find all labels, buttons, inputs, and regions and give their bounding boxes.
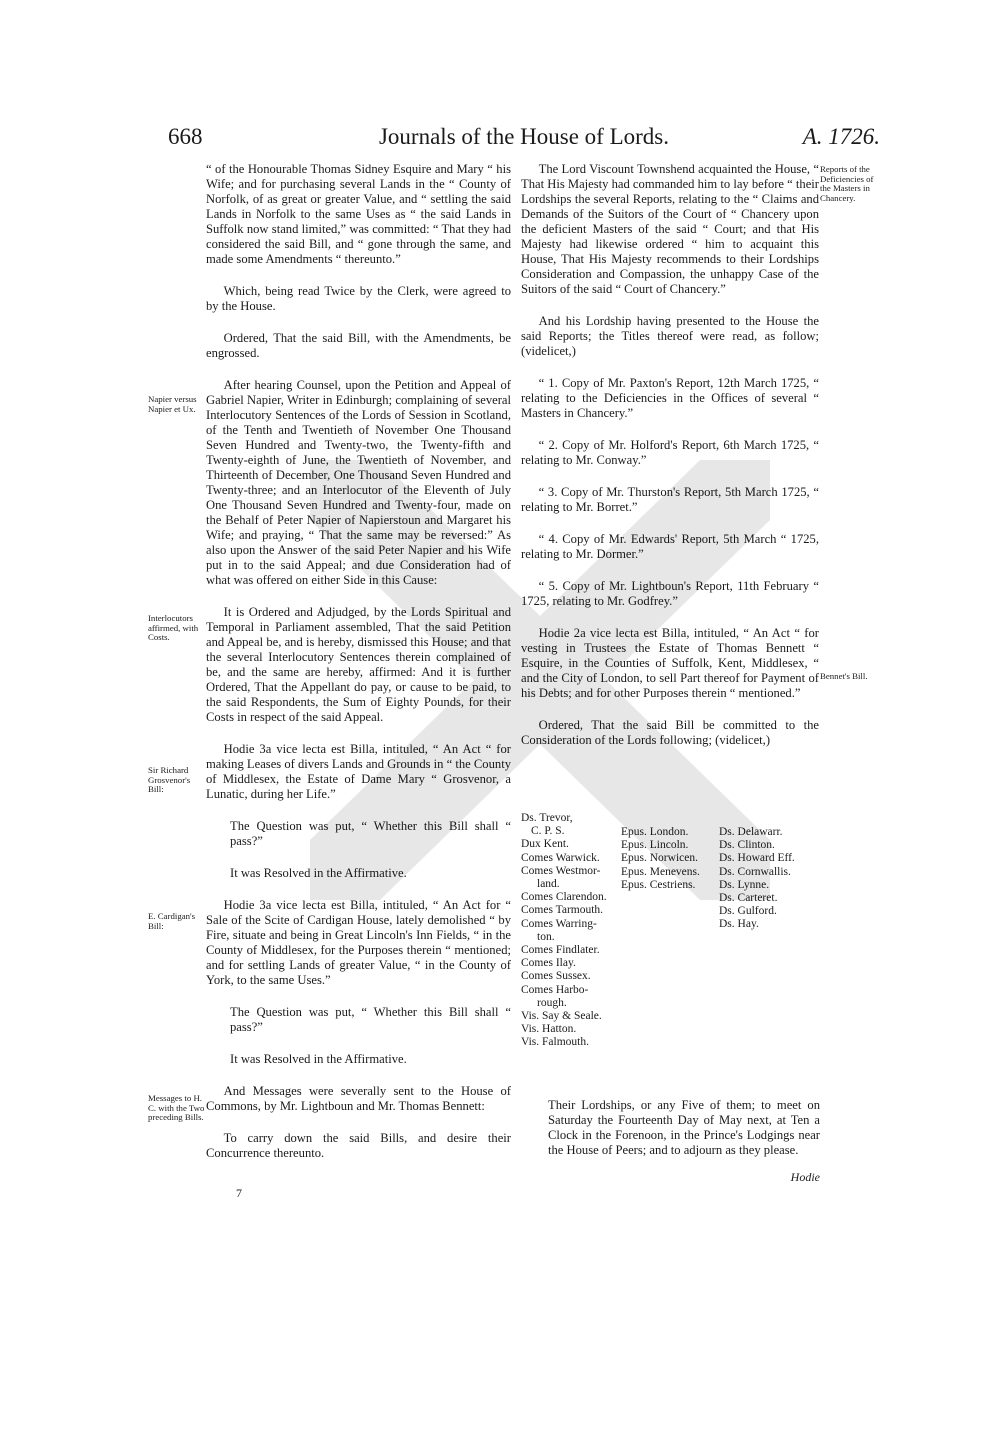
committee-member: C. P. S.: [531, 825, 565, 838]
committee-member: Comes Tarmouth.: [521, 904, 604, 917]
committee-member: Epus. London.: [621, 826, 689, 838]
committee-member: Ds. Delawarr.: [719, 826, 783, 838]
page-number: 668: [168, 124, 203, 149]
committee-column-bishops: [621, 826, 715, 892]
committee-member: Vis. Hatton.: [521, 1023, 577, 1036]
paragraph: It is Ordered and Adjudged, by the Lords Spiritual and Temporal in Parliament assembled, That the said Petition and Appeal be, and is hereby, dismissed this House; and that the several Interlocutory Sentences therein complained of be, and the same are hereby, affirmed: And it is further Ordered, That the Appellant do pay, or cause to be paid, to the said Respondents, the Sum of Eighty Pounds, for their Costs in respect of the said Appeal.: [206, 605, 511, 724]
committee-member: Comes Sussex.: [521, 970, 591, 983]
left-column: [206, 162, 511, 1178]
paragraph: Ordered, That the said Bill be committed to the Consideration of the Lords following; (videlicet,): [521, 718, 819, 747]
committee-member: Ds. Cornwallis.: [719, 865, 791, 878]
margin-note-napier: Napier versus Napier et Ux.: [148, 394, 197, 414]
meeting-paragraph: [548, 1098, 820, 1175]
right-column: [521, 162, 819, 765]
journal-title: Journals of the House of Lords.: [378, 124, 669, 149]
paragraph: Which, being read Twice by the Clerk, were agreed to by the House.: [206, 284, 511, 313]
paragraph: And his Lordship having presented to the House the said Reports; the Titles thereof were read, as follow; (videlicet,): [521, 314, 819, 358]
paragraph: “ of the Honourable Thomas Sidney Esquire and Mary “ his Wife; and for purchasing several Lands in the “ County of Norfolk, of as great or greater Value, and “ settling the said Lands in Norfolk to the same Uses as “ the said Lands in Suffolk now stand limited,” was committed: “ That they had considered the said Bill, and “ gone through the same, and made some Amendments “ thereunto.”: [206, 162, 511, 266]
paragraph: It was Resolved in the Affirmative.: [230, 866, 407, 880]
committee-member: land.: [537, 878, 560, 891]
paragraph: “ 4. Copy of Mr. Edwards' Report, 5th March “ 1725, relating to Mr. Dormer.”: [521, 532, 819, 561]
paragraph: The Question was put, “ Whether this Bill shall “ pass?”: [230, 1005, 511, 1034]
catchword: Hodie: [790, 1170, 820, 1184]
committee-member: Epus. Norwicen.: [621, 852, 698, 865]
committee-member: ton.: [537, 930, 555, 943]
committee-member: Comes Findlater.: [521, 944, 600, 957]
margin-note-cardigan: E. Cardigan's Bill:: [148, 911, 196, 931]
committee-member: Comes Warring-: [521, 917, 597, 930]
margin-note-interlocutors: Interlocutors affirmed, with Costs.: [148, 613, 199, 642]
paragraph: “ 2. Copy of Mr. Holford's Report, 6th March 1725, “ relating to Mr. Conway.”: [521, 438, 819, 467]
page-header: [168, 124, 880, 164]
committee-member: Comes Ilay.: [521, 957, 576, 970]
committee-member: Ds. Hay.: [719, 918, 759, 931]
paragraph: The Lord Viscount Townshend acquainted the House, “ That His Majesty had commanded him to lay before “ their Lordships the several Reports, relating to the “ Claims and Demands of the Suitors of the Court of “ Chancery upon the deficient Masters of the said “ Court; and that His Majesty had likewise ordered “ him to acquaint this House, That His Majesty recommends to their Lordships Consideration and Compassion, the unhappy Case of the Suitors of the said “ Court of Chancery.”: [521, 162, 819, 296]
committee-member: Comes Warwick.: [521, 851, 600, 864]
paragraph: After hearing Counsel, upon the Petition and Appeal of Gabriel Napier, Writer in Edinburgh; complaining of several Interlocutory Sentences of the Lords of Session in Scotland, of the Tenth and Twentieth of November One Thousand Seven Hundred and Twenty-two, the Twenty-fifth and Twenty-eighth of June, the Twentieth of November, and Thirteenth of December, One Thousand Seven Hundred and Twenty-three; and an Interlocutor of the Eleventh of July One Thousand Seven Hundred and Twenty-four, made on the Behalf of Peter Napier of Napierstoun and Margaret his Wife; and praying, “ That the same may be reversed:” As also upon the Answer of the said Peter Napier and his Wife put in to the said Appeal; and due Consideration had of what was offered on either Side in this Cause:: [206, 378, 511, 587]
margin-note-messages: Messages to H. C. with the Two preceding Bills.: [148, 1093, 205, 1122]
committee-member: Vis. Falmouth.: [521, 1036, 589, 1049]
margin-note-grosvenor: Sir Richard Grosvenor's Bill:: [148, 765, 191, 794]
margin-note-bennet: Bennet's Bill.: [820, 671, 868, 681]
committee-member: Comes Harbo-: [521, 983, 589, 996]
committee-member: Ds. Howard Eff.: [719, 852, 795, 865]
committee-member: Epus. Menevens.: [621, 865, 700, 878]
signature-mark: 7: [236, 1186, 242, 1200]
committee-member: Epus. Cestriens.: [621, 878, 696, 891]
paragraph: “ 1. Copy of Mr. Paxton's Report, 12th March 1725, “ relating to the Deficiencies in the Offices of several “ Masters in Chancery.”: [521, 376, 819, 420]
paragraph: “ 3. Copy of Mr. Thurston's Report, 5th March 1725, “ relating to Mr. Borret.”: [521, 485, 819, 514]
committee-member: Comes Clarendon.: [521, 891, 607, 904]
paragraph: Ordered, That the said Bill, with the Amendments, be engrossed.: [206, 331, 511, 360]
committee-member: Dux Kent.: [521, 838, 569, 851]
paragraph: “ 5. Copy of Mr. Lightboun's Report, 11th February “ 1725, relating to Mr. Godfrey.”: [521, 579, 819, 608]
paragraph: It was Resolved in the Affirmative.: [230, 1052, 407, 1066]
margin-note-reports: Reports of the Deficiencies of the Masters in Chancery.: [820, 164, 874, 203]
paragraph: Their Lordships, or any Five of them; to meet on Saturday the Fourteenth Day of May next, at Ten a Clock in the Forenoon, in the Prince's Lodgings near the House of Peers; and to adjourn as they please.: [548, 1098, 820, 1157]
committee-member: Ds. Gulford.: [719, 905, 777, 918]
committee-member: Ds. Clinton.: [719, 839, 775, 852]
committee-member: Comes Westmor-: [521, 864, 601, 877]
committee-member: Ds. Carteret.: [719, 892, 778, 905]
paragraph: Hodie 3a vice lecta est Billa, intituled, “ An Act “ for making Leases of divers Lands and Grounds in “ the County of Middlesex, the Estate of Dame Mary “ Grosvenor, a Lunatic, during her Life.”: [206, 742, 511, 801]
paragraph: Hodie 2a vice lecta est Billa, intituled, “ An Act “ for vesting in Trustees the Estate of Thomas Bennett “ Esquire, in the Counties of Suffolk, Kent, Middlesex, “ and the City of London, to sell Part thereof for Payment of his Debts; and for other Purposes therein “ mentioned.”: [521, 626, 819, 700]
committee-member: Epus. Lincoln.: [621, 839, 689, 852]
journal-year: A. 1726.: [802, 124, 880, 149]
paragraph: To carry down the said Bills, and desire their Concurrence thereunto.: [206, 1131, 511, 1160]
committee-column-temporal: [521, 812, 621, 1050]
committee-member: Ds. Trevor,: [521, 812, 573, 824]
paragraph: And Messages were severally sent to the House of Commons, by Mr. Lightboun and Mr. Thomas Bennett:: [206, 1084, 511, 1113]
committee-column-barons: [719, 826, 819, 932]
committee-member: Ds. Lynne.: [719, 878, 770, 891]
committee-member: rough.: [537, 996, 567, 1009]
committee-member: Vis. Say & Seale.: [521, 1010, 602, 1023]
paragraph: Hodie 3a vice lecta est Billa, intituled, “ An Act for “ Sale of the Scite of Cardigan House, lately demolished “ by Fire, situate and being in Great Lincoln's Inn Fields, “ in the County of Middlesex, for the Purposes therein “ mentioned; and for settling Lands of greater Value, “ in the County of York, to the same Uses.”: [206, 898, 511, 987]
paragraph: The Question was put, “ Whether this Bill shall “ pass?”: [230, 819, 511, 848]
